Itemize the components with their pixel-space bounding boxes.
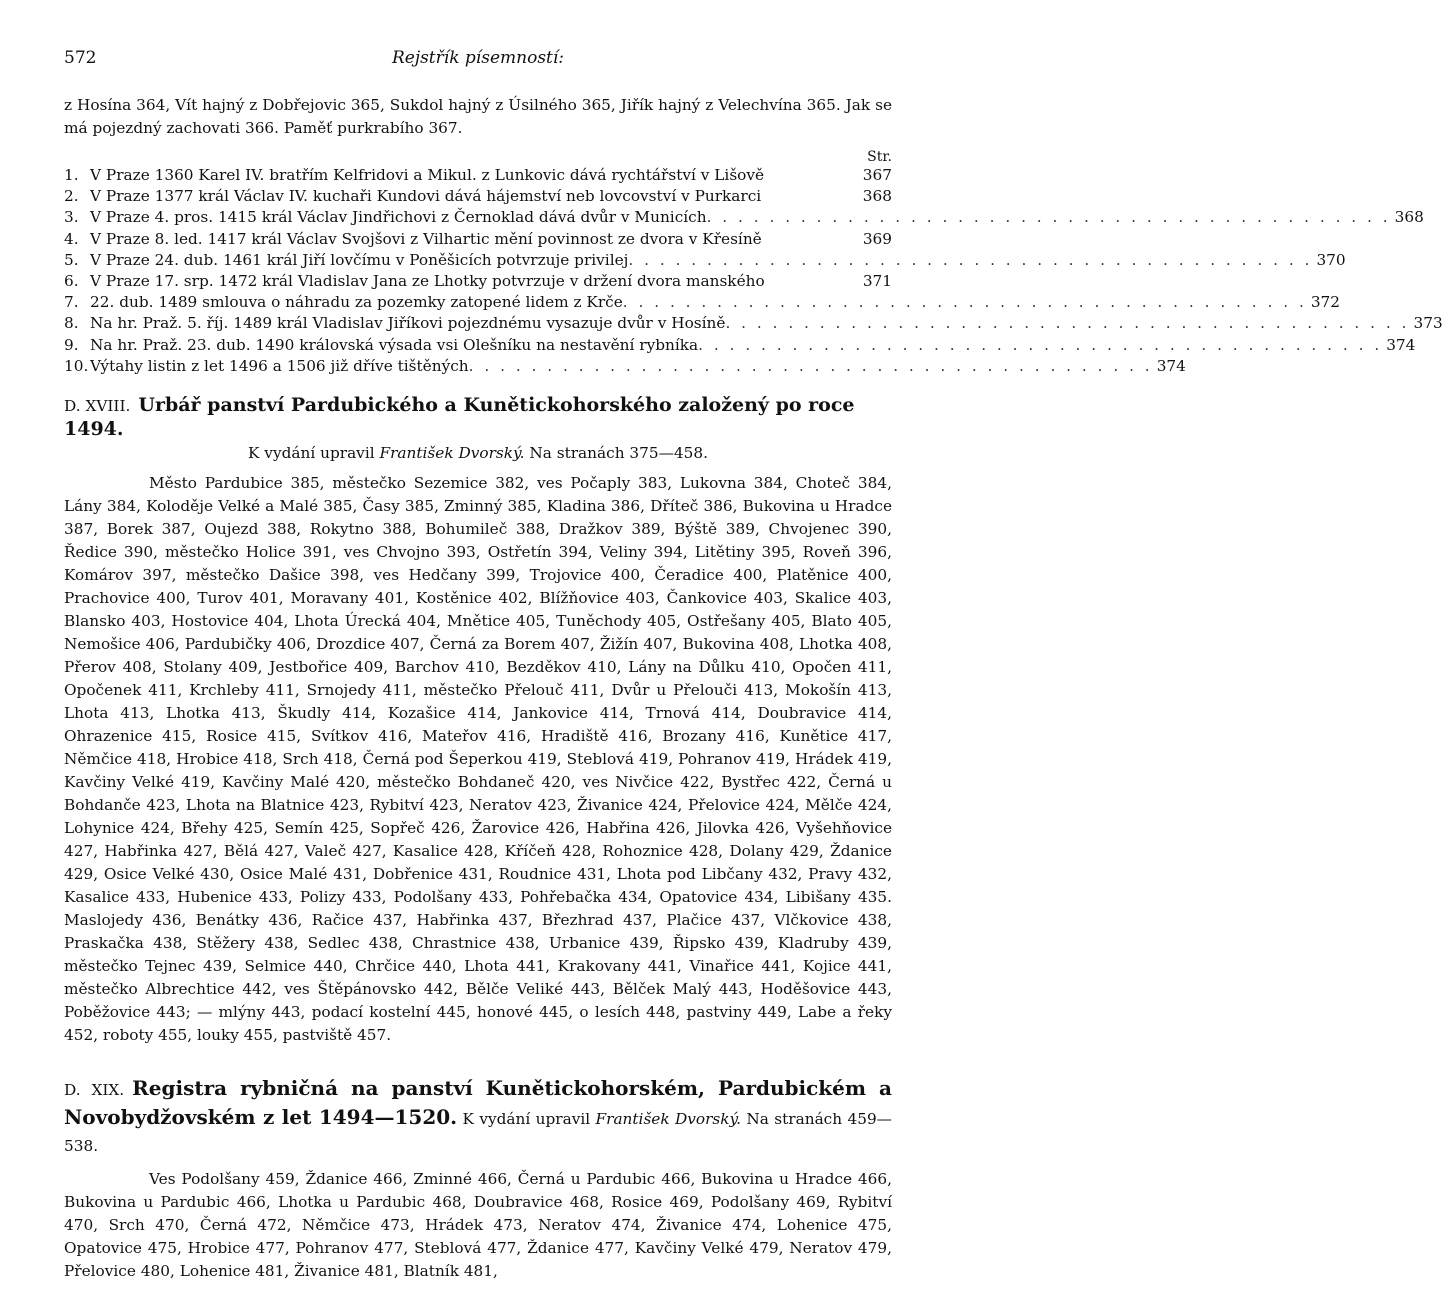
page-reference: 374 <box>1386 335 1416 354</box>
page-reference: 371 <box>862 271 893 290</box>
section-body: Město Pardubice 385, městečko Sezemice 382, ves Počaply 383, Lukovna 384, Choteč 384, Lány 384, Koloděje Velké a Malé 385, Časy 385, Zminný 385, Kladina 386, Dříteč 386, Bukovina u Hradce 387, Borek 387, Oujezd 388, Rokytno 388, Bohumileč 388, Dražkov 389, Býště 389, Chvojenec 390, Ředice 390, městečko Holice 391, ves Chvojno 393, Ostřetín 394, Veliny 394, Litětiny 395, Roveň 396, Komárov 397, městečko Dašice 398, ves Hedčany 399, Trojovice 400, Čeradice 400, Platěnice 400, Prachovice 400, Turov 401, Moravany 401, Kostěnice 402, Blížňovice 403, Čankovice 403, Skalice 403, Blansko 403, Hostovice 404, Lhota Úrecká 404, Mnětice 405, Tuněchody 405, Ostřešany 405, Blato 405, Nemošice 406, Pardubičky 406, Drozdice 407, Černá za Borem 407, Žižín 407, Bukovina 408, Lhotka 408, Přerov 408, Stolany 409, Jestbořice 409, Barchov 410, Bezděkov 410, Lány na Důlku 410, Opočen 411, Opočenek 411, Krchleby 411, Srnojedy 411, městečko Přelouč 411, Dvůr u Přelouči 413, Mokošín 413, Lhota 413, Lhotka 413, Škudly 414, Kozašice 414, Jankovice 414, Trnová 414, Doubravice 414, Ohrazenice 415, Rosice 415, Svítkov 416, Mateřov 416, Hradiště 416, Brozany 416, Kunětice 417, Němčice 418, Hrobice 418, Srch 418, Černá pod Šeperkou 419, Steblová 419, Pohranov 419, Hrádek 419, Kavčiny Velké 419, Kavčiny Malé 420, městečko Bohdaneč 420, ves Nivčice 422, Bystřec 422, Černá u Bohdanče 423, Lhota na Blatnice 423, Rybitví 423, Neratov 423, Živanice 424, Přelovice 424, Mělče 424, Lohynice 424, Břehy 425, Semín 425, Sopřeč 426, Žarovice 426, Habřina 426, Jilovka 426, Vyšehňovice 427, Habřinka 427, Bělá 427, Valeč 427, Kasalice 428, Kříčeň 428, Rohoznice 428, Dolany 429, Ždanice 429, Osice Velké 430, Osice Malé 431, Dobřenice 431, Roudnice 431, Lhota pod Libčany 432, Pravy 432, Kasalice 433, Hubenice 433, Polizy 433, Podolšany 433, Pohřebačka 434, Opatovice 434, Libišany 435. Maslojedy 436, Benátky 436, Račice 437, Habřinka 437, Březhrad 437, Plačice 437, Vlčkovice 438, Praskačka 438, Stěžery 438, Sedlec 438, Chrastnice 438, Urbanice 439, Řipsko 439, Kladruby 439, městečko Tejnec 439, Selmice 440, Chrčice 440, Lhota 441, Krakovany 441, Vinařice 441, Kojice 441, městečko Albrechtice 442, ves Štěpánovsko 442, Bělče Veliké 443, Bělček Malý 443, Hoděšovice 443, Poběžovice 443; — mlýny 443, podací kostelní 445, honové 445, o lesích 448, pastviny 449, Labe a řeky 452, roboty 455, louky 455, pastviště 457. <box>64 473 892 1044</box>
page-reference: 367 <box>862 166 892 184</box>
list-item <box>64 356 1186 378</box>
edited-by-label: K vydání upravil <box>248 443 375 462</box>
list-item <box>64 208 1424 229</box>
section-heading <box>64 394 892 442</box>
page-column-label: Str. <box>867 149 892 165</box>
item-number: 1. <box>64 166 79 184</box>
editor-name: František Dvorský. <box>379 443 525 462</box>
item-text: Na hr. Praž. 23. dub. 1490 královská výsada vsi Olešníku na nestavění rybníka <box>90 335 699 354</box>
item-number: 10. <box>64 356 89 375</box>
item-text: Na hr. Praž. 5. říj. 1489 král Vladislav Jiříkovi pojezdnému vysazuje dvůr v Hosíně <box>90 314 726 333</box>
page-reference: 372 <box>1310 293 1341 312</box>
section-heading <box>64 1075 892 1160</box>
item-text: V Praze 8. led. 1417 král Václav Svojšovi z Vilhartic mění povinnost ze dvora v Křesíně <box>90 229 762 248</box>
item-text: V Praze 24. dub. 1461 král Jiří lovčímu v Poněšicích potvrzuje privilej <box>90 250 629 269</box>
running-title: Rejstřík písemností: <box>391 48 565 68</box>
dot-leader: . . . . . . . . . . . . . . . . . . . . . . . . . . . . . . . . . . . . . . . . . . . . <box>622 293 1307 312</box>
list-item <box>64 230 892 251</box>
item-number: 3. <box>64 208 79 227</box>
editor-name: František Dvorský. <box>595 1109 742 1128</box>
section-body: Ves Podolšany 459, Ždanice 466, Zminné 466, Černá u Pardubic 466, Bukovina u Hradce 466, Bukovina u Pardubic 466, Lhotka u Pardubic 468, Doubravice 468, Rosice 469, Podolšany 469, Rybitví 470, Srch 470, Černá 472, Němčice 473, Hrádek 473, Neratov 474, Živanice 474, Lohenice 475, Opatovice 475, Hrobice 477, Pohranov 477, Steblová 477, Ždanice 477, Kavčiny Velké 479, Neratov 479, Přelovice 480, Lohenice 481, Živanice 481, Blatník 481, <box>64 1169 892 1280</box>
section-subtitle <box>64 442 892 464</box>
item-number: 7. <box>64 293 79 312</box>
list-item <box>64 166 892 187</box>
item-text: Výtahy listin z let 1496 a 1506 již dříve tištěných <box>90 356 469 375</box>
item-number: 8. <box>64 314 79 333</box>
item-number: 5. <box>64 250 79 269</box>
list-item <box>64 250 1346 272</box>
page-number: 572 <box>64 48 97 68</box>
item-number: 2. <box>64 187 79 206</box>
list-item <box>64 272 892 293</box>
list-item <box>64 314 1443 335</box>
page-range: Na stranách 375—458. <box>529 443 708 462</box>
item-text: V Praze 4. pros. 1415 král Václav Jindřichovi z Černoklad dává dvůr v Municích <box>90 208 707 227</box>
section-xviii <box>64 394 892 1047</box>
list-item <box>64 335 1416 357</box>
page-reference: 370 <box>1316 250 1346 269</box>
page-reference: 368 <box>862 187 892 206</box>
page-reference: 374 <box>1156 356 1186 375</box>
page-reference: 373 <box>1413 314 1443 333</box>
item-number: 4. <box>64 229 79 248</box>
section-title: Urbář panství Pardubického a Kunětickohorského založený po roce 1494. <box>64 393 855 440</box>
dot-leader: . . . . . . . . . . . . . . . . . . . . . . . . . . . . . . . . . . . . . . . . . . . . <box>698 335 1383 354</box>
dot-leader: . . . . . . . . . . . . . . . . . . . . . . . . . . . . . . . . . . . . . . . . . . . . <box>628 250 1313 269</box>
item-text: 22. dub. 1489 smlouva o náhradu za pozemky zatopené lidem z Krče <box>90 293 623 312</box>
page-header <box>64 48 892 72</box>
section-title: Registra rybničná na panství Kunětickohorském, Pardubickém a Novobydžovském z let 1494—1520. <box>64 1075 892 1129</box>
item-text: V Praze 1377 král Václav IV. kuchaři Kundovi dává hájemství neb lovcovství v Purkarci <box>90 187 762 206</box>
section-label: D. XIX. <box>64 1080 125 1099</box>
page-reference: 369 <box>862 229 893 248</box>
item-number: 9. <box>64 335 79 354</box>
dot-leader: . . . . . . . . . . . . . . . . . . . . . . . . . . . . . . . . . . . . . . . . . . . . <box>725 314 1410 333</box>
dot-leader: . . . . . . . . . . . . . . . . . . . . . . . . . . . . . . . . . . . . . . . . . . . . <box>706 208 1391 227</box>
document-page <box>64 48 1443 1283</box>
item-number: 6. <box>64 271 79 290</box>
section-xix <box>64 1075 892 1283</box>
edited-by-label: K vydání upravil <box>462 1109 591 1128</box>
list-item <box>64 187 892 208</box>
dot-leader: . . . . . . . . . . . . . . . . . . . . . . . . . . . . . . . . . . . . . . . . . . . . <box>468 356 1153 375</box>
document-list <box>64 166 1443 378</box>
page-range: Na stranách 459—538. <box>64 1109 892 1155</box>
item-text: V Praze 1360 Karel IV. bratřím Kelfridovi a Mikul. z Lunkovic dává rychtářství v Lišově <box>90 166 765 184</box>
section-label: D. XVIII. <box>64 396 131 415</box>
item-text: V Praze 17. srp. 1472 král Vladislav Jana ze Lhotky potvrzuje v držení dvora manského <box>90 271 765 290</box>
list-item <box>64 293 1341 314</box>
intro-paragraph: z Hosína 364, Vít hajný z Dobřejovic 365, Sukdol hajný z Úsilného 365, Jiřík hajný z Velechvína 365. Jak se má pojezdný zachovati 366. Paměť purkrabího 367. <box>64 96 892 137</box>
page-reference: 368 <box>1394 208 1424 227</box>
